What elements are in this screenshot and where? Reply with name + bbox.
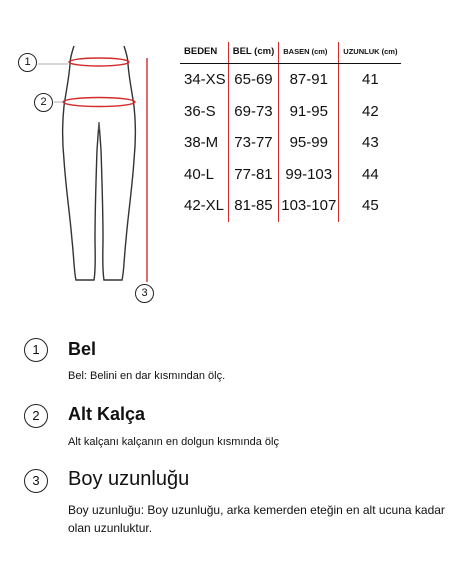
table-cell: 69-73	[228, 96, 279, 128]
table-cell: 38-M	[184, 134, 219, 152]
leggings-silhouette-icon	[0, 0, 180, 310]
marker-3: 3	[135, 284, 154, 303]
table-cell: 43	[339, 127, 402, 159]
table-cell: 91-95	[279, 96, 339, 128]
col-header-length: UZUNLUK (cm)	[339, 42, 402, 64]
table-cell: 81-85	[228, 190, 279, 222]
table-cell: 34-XS	[184, 71, 226, 89]
table-row	[180, 64, 401, 96]
legend-title: Bel	[68, 339, 97, 359]
table-cell: 103-107	[279, 190, 339, 222]
table-cell: 77-81	[228, 159, 279, 191]
body-figure	[0, 0, 180, 310]
table-cell: 42	[339, 96, 402, 128]
table-row	[180, 159, 401, 191]
legend-description: Alt kalçanı kalçanın en dolgun kısmında ölç	[68, 436, 279, 448]
legend-description: Bel: Belini en dar kısmından ölç.	[68, 370, 226, 382]
legend-title: Boy uzunluğu	[68, 468, 190, 490]
legend-number: 1	[24, 338, 48, 362]
legend-description: Boy uzunluğu: Boy uzunluğu, arka kemerden eteğin en alt ucuna kadar olan uzunluktur.	[68, 503, 445, 535]
marker-1: 1	[18, 53, 37, 72]
table-cell: 95-99	[279, 127, 339, 159]
table-cell: 65-69	[228, 64, 279, 96]
table-cell: 45	[339, 190, 402, 222]
size-table	[180, 42, 401, 222]
table-cell: 42-XL	[184, 197, 225, 215]
table-header-row	[180, 42, 401, 64]
legend-number: 2	[24, 404, 48, 428]
marker-2: 2	[34, 93, 53, 112]
table-cell: 73-77	[228, 127, 279, 159]
col-header-waist: BEL (cm)	[228, 42, 279, 64]
table-row	[180, 190, 401, 222]
waist-measure-line	[69, 58, 129, 66]
table-cell: 87-91	[279, 64, 339, 96]
table-row	[180, 96, 401, 128]
table-cell: 36-S	[184, 102, 216, 120]
col-header-hip: BASEN (cm)	[279, 42, 339, 64]
legend-number: 3	[24, 469, 48, 493]
hip-measure-line	[63, 98, 135, 107]
legend-title: Alt Kalça	[68, 404, 146, 424]
table-cell: 41	[339, 64, 402, 96]
col-header-size: BEDEN	[180, 42, 228, 64]
table-cell: 99-103	[279, 159, 339, 191]
silhouette-outline	[63, 46, 136, 280]
table-cell: 44	[339, 159, 402, 191]
table-cell: 40-L	[184, 165, 215, 183]
table-row	[180, 127, 401, 159]
